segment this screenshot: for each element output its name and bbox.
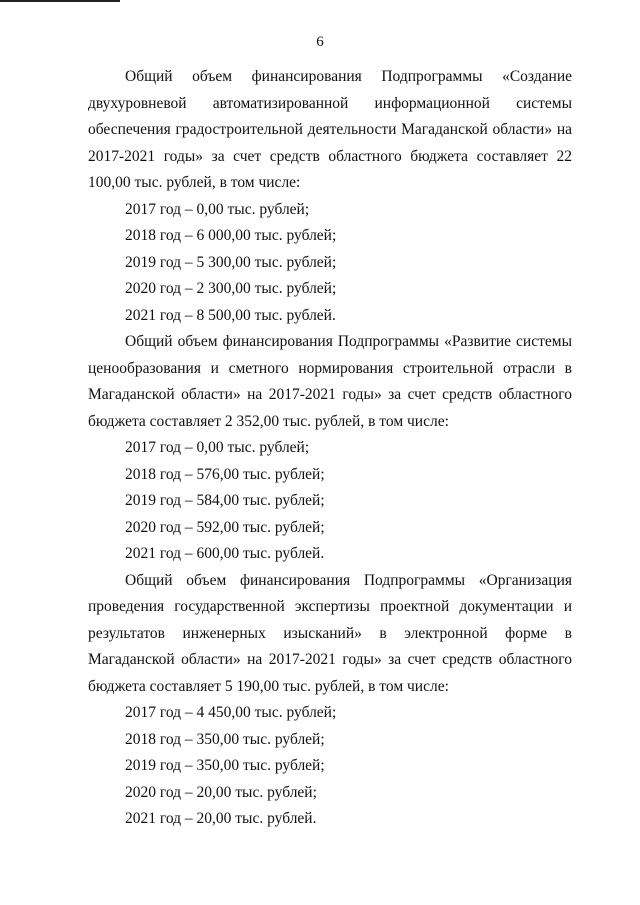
document-body [88, 64, 572, 833]
funding-year-item: 2017 год – 4 450,00 тыс. рублей; [125, 704, 337, 721]
funding-list-1 [88, 197, 572, 330]
funding-year-item: 2019 год – 350,00 тыс. рублей; [125, 757, 325, 774]
funding-year-item: 2021 год – 20,00 тыс. рублей. [125, 810, 317, 827]
funding-list-3 [88, 700, 572, 833]
funding-year-item: 2017 год – 0,00 тыс. рублей; [125, 200, 310, 218]
funding-paragraph-2: Общий объем финансирования Подпрограммы «Развитие системы ценообразования и сметного нормирования строительной отрасли в Магаданской области» на 2017-2021 годы» за счет средств областного бюджета составляет 2 352,00 тыс. рублей, в том числе: [88, 333, 572, 430]
funding-year-item: 2020 год – 592,00 тыс. рублей; [125, 518, 325, 536]
funding-year-item: 2021 год – 8 500,00 тыс. рублей. [125, 306, 336, 324]
funding-paragraph-1: Общий объем финансирования Подпрограммы «Создание двухуровневой автоматизированной информационной системы обеспечения градостроительной деятельности Магаданской области» на 2017-2021 годы» за счет средств областного бюджета составляет 22 100,00 тыс. рублей, в том числе: [88, 68, 572, 191]
funding-year-item: 2019 год – 5 300,00 тыс. рублей; [125, 253, 337, 271]
scan-edge-mark [0, 0, 120, 2]
funding-year-item: 2020 год – 20,00 тыс. рублей; [125, 783, 317, 801]
funding-year-item: 2019 год – 584,00 тыс. рублей; [125, 492, 325, 509]
funding-year-item: 2018 год – 6 000,00 тыс. рублей; [125, 227, 337, 244]
funding-paragraph-3: Общий объем финансирования Подпрограммы «Организация проведения государственной экспертизы проектной документации и результатов инженерных изысканий» в электронной форме в Магаданской области» на 2017-2021 годы» за счет средств областного бюджета составляет 5 190,00 тыс. рублей, в том числе: [88, 571, 572, 695]
funding-year-item: 2020 год – 2 300,00 тыс. рублей; [125, 280, 337, 297]
page-number: 6 [316, 34, 324, 50]
funding-year-item: 2018 год – 576,00 тыс. рублей; [125, 465, 325, 483]
funding-year-item: 2021 год – 600,00 тыс. рублей. [125, 545, 325, 562]
funding-list-2 [88, 435, 572, 568]
funding-year-item: 2018 год – 350,00 тыс. рублей; [125, 730, 325, 748]
funding-year-item: 2017 год – 0,00 тыс. рублей; [125, 439, 310, 456]
